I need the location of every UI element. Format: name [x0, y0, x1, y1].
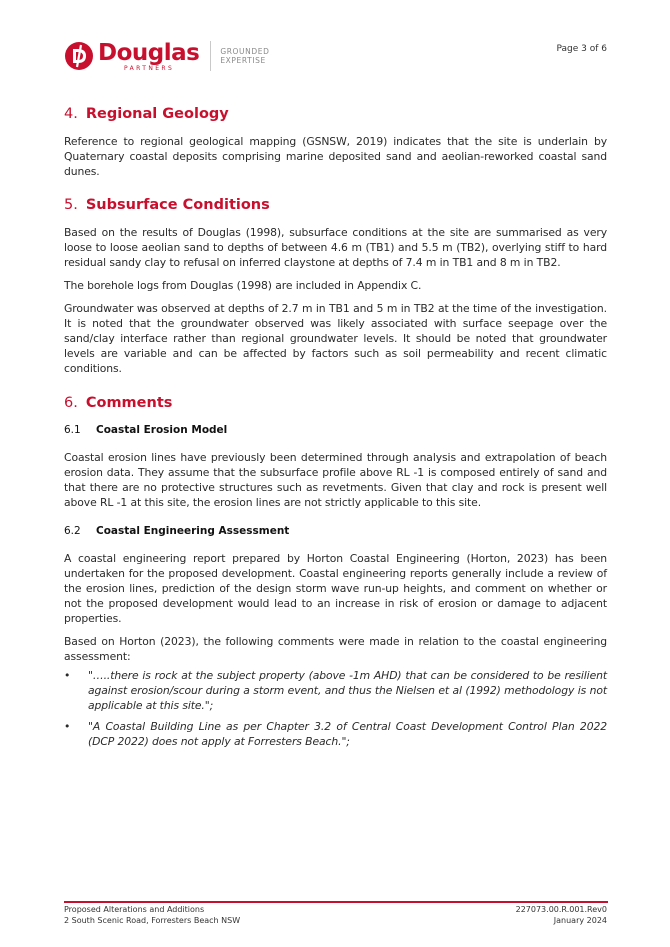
section-title: Comments [85, 395, 173, 411]
footer-left [64, 905, 240, 926]
paragraph: Groundwater was observed at depths of 2.7 m in TB1 and 5 m in TB2 at the time of the investigation. It is noted that the groundwater observed was likely associated with surface seepage over the sand/clay interface rather than regional groundwater levels. It should be noted that groundwater levels are variable and can be affected by factors such as soil permeability and recent climatic conditions. [64, 302, 607, 375]
paragraph: Coastal erosion lines have previously been determined through analysis and extrapolation of beach erosion data. They assume that the subsurface profile above RL -1 is composed entirely of sand and that there are no protective structures such as revetments. Given that clay and rock is present well above RL -1 at this site, the erosion lines are not strictly applicable to this site. [64, 451, 607, 509]
bullet-item [64, 668, 607, 713]
footer-report-number: 227073.00.R.001.Rev0 [515, 905, 607, 914]
subsection-number: 6.1 [64, 424, 81, 436]
douglas-logo-icon [64, 41, 94, 71]
paragraph: Reference to regional geological mapping (GSNSW, 2019) indicates that the site is underlain by Quaternary coastal deposits comprising marine deposited sand and aeolian-reworked coastal sand dunes. [64, 135, 607, 178]
subsection-title: Coastal Engineering Assessment [96, 525, 290, 537]
paragraph: Based on Horton (2023), the following comments were made in relation to the coastal engineering assessment: [64, 635, 607, 663]
tagline-line1: GROUNDED [220, 47, 270, 56]
subsection-heading-coastal-erosion-model [64, 423, 607, 437]
company-logo [64, 38, 269, 74]
section-number: 6. [64, 395, 78, 411]
bullet-text: "…..there is rock at the subject property (above -1m AHD) that can be considered to be resilient against erosion/scour during a storm event, and thus the Nielsen et al (1992) methodology is not applicable at this site."; [88, 669, 607, 712]
tagline-line2: EXPERTISE [220, 56, 266, 65]
logo-tagline [220, 47, 269, 65]
footer-right [516, 905, 607, 926]
footer-address: 2 South Scenic Road, Forresters Beach NSW [64, 915, 241, 925]
section-title: Regional Geology [85, 106, 229, 122]
subsection-heading-coastal-engineering-assessment [64, 524, 607, 538]
document-body [64, 104, 607, 749]
subsection-number: 6.2 [64, 525, 81, 537]
bullet-icon: • [64, 669, 71, 682]
section-heading-regional-geology [64, 104, 607, 124]
logo-wordmark: Douglas [98, 39, 200, 66]
logo-divider [210, 41, 211, 71]
page-number: Page 3 of 6 [556, 44, 607, 54]
paragraph: Based on the results of Douglas (1998), subsurface conditions at the site are summarised as very loose to loose aeolian sand to depths of between 4.6 m (TB1) and 5.5 m (TB2), overlying stiff to hard residual sandy clay to refusal on inferred claystone at depths of 7.4 m in TB1 and 8 m in TB2. [64, 226, 607, 269]
bullet-icon: • [64, 720, 71, 733]
footer-divider [64, 901, 608, 903]
section-heading-comments [64, 393, 607, 413]
section-title: Subsurface Conditions [85, 197, 270, 213]
paragraph: The borehole logs from Douglas (1998) are included in Appendix C. [64, 279, 422, 292]
subsection-title: Coastal Erosion Model [96, 424, 228, 436]
footer-date: January 2024 [553, 915, 607, 925]
section-number: 5. [64, 197, 78, 213]
bullet-list [64, 668, 607, 749]
section-number: 4. [64, 106, 78, 122]
logo-subtitle: PARTNERS [124, 64, 175, 72]
bullet-item [64, 719, 607, 749]
paragraph: A coastal engineering report prepared by Horton Coastal Engineering (Horton, 2023) has been undertaken for the proposed development. Coastal engineering reports generally include a review of the erosion lines, prediction of the design storm wave run-up heights, and comment on whether or not the proposed development would lead to an increase in risk of erosion or damage to adjacent properties. [64, 552, 607, 625]
section-heading-subsurface-conditions [64, 195, 607, 215]
bullet-text: "A Coastal Building Line as per Chapter 3.2 of Central Coast Development Control Plan 2022 (DCP 2022) does not apply at Forresters Beach."; [88, 720, 607, 748]
footer-project-title: Proposed Alterations and Additions [64, 905, 205, 914]
